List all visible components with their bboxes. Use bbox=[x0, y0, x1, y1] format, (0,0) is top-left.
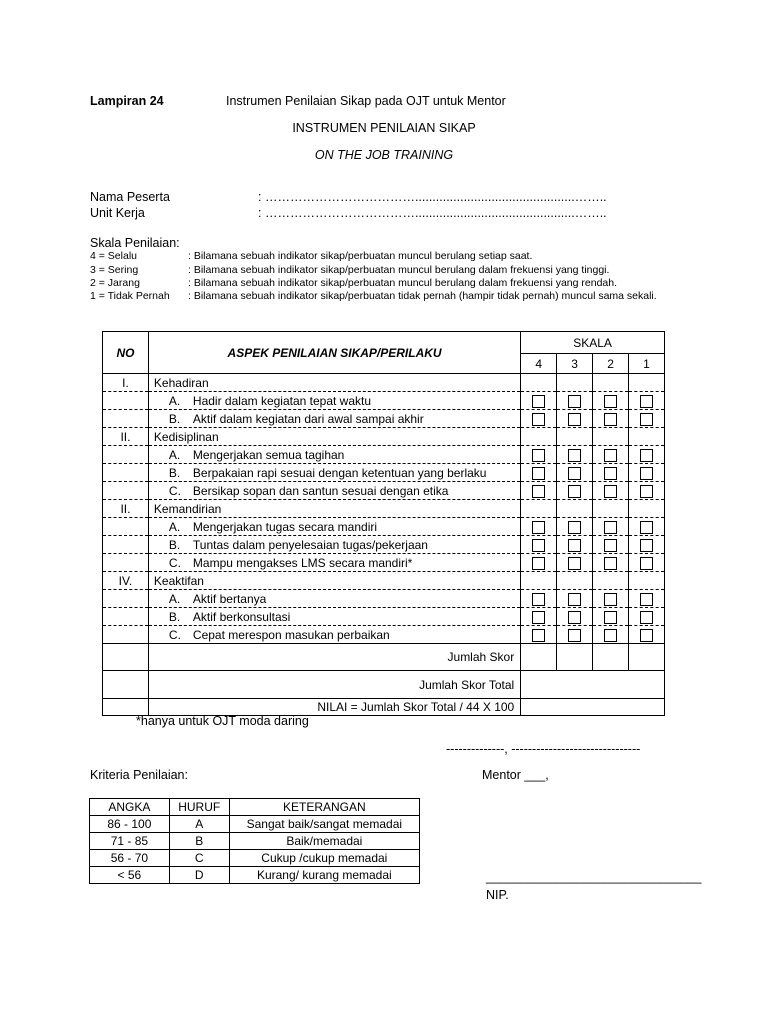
scale-cell-2 bbox=[593, 608, 629, 626]
checkbox-scale-1[interactable] bbox=[640, 413, 653, 426]
skala-title: Skala Penilaian: bbox=[90, 236, 180, 250]
row-category: Keaktifan bbox=[153, 573, 204, 588]
scale-cell-1 bbox=[629, 410, 665, 428]
total-no-cell bbox=[103, 671, 149, 699]
scale-cell-1 bbox=[629, 446, 665, 464]
field-value-unit[interactable]: : ………………………………..............................................…….. bbox=[258, 206, 607, 220]
row-aspek bbox=[148, 428, 520, 446]
table-row bbox=[103, 590, 665, 608]
scale-cell-3 bbox=[557, 626, 593, 644]
checkbox-scale-1[interactable] bbox=[640, 485, 653, 498]
checkbox-scale-1[interactable] bbox=[640, 395, 653, 408]
row-text: Aktif berkonsultasi bbox=[192, 609, 291, 624]
field-label-nama: Nama Peserta bbox=[90, 190, 170, 204]
scale-cell-1 bbox=[629, 572, 665, 590]
checkbox-scale-4[interactable] bbox=[532, 395, 545, 408]
row-aspek bbox=[148, 464, 520, 482]
checkbox-scale-3[interactable] bbox=[568, 629, 581, 642]
scale-cell-2 bbox=[593, 482, 629, 500]
kriteria-cell: 86 - 100 bbox=[90, 816, 170, 833]
jumlah-skor-total-label: Jumlah Skor Total bbox=[148, 671, 520, 699]
checkbox-scale-4[interactable] bbox=[532, 413, 545, 426]
kriteria-header: HURUF bbox=[169, 799, 229, 816]
row-letter: C. bbox=[168, 483, 181, 498]
checkbox-scale-3[interactable] bbox=[568, 521, 581, 534]
row-number bbox=[103, 554, 149, 572]
sum-no-cell bbox=[103, 644, 149, 671]
header-scale-4: 4 bbox=[521, 354, 557, 374]
scale-cell-2 bbox=[593, 464, 629, 482]
scale-cell-3 bbox=[557, 374, 593, 392]
row-number bbox=[103, 410, 149, 428]
scale-cell-3 bbox=[557, 428, 593, 446]
row-text: Cepat merespon masukan perbaikan bbox=[192, 627, 390, 642]
header-scale-2: 2 bbox=[593, 354, 629, 374]
scale-cell-4 bbox=[521, 482, 557, 500]
jumlah-skor-1[interactable] bbox=[629, 644, 665, 671]
row-aspek bbox=[148, 518, 520, 536]
row-text: Mampu mengakses LMS secara mandiri* bbox=[192, 555, 413, 570]
skala-desc: : Bilamana sebuah indikator sikap/perbuatan tidak pernah (hampir tidak pernah) muncul sama sekali. bbox=[188, 290, 657, 302]
checkbox-scale-1[interactable] bbox=[640, 629, 653, 642]
scale-cell-3 bbox=[557, 482, 593, 500]
row-number bbox=[103, 464, 149, 482]
scale-cell-4 bbox=[521, 392, 557, 410]
row-letter: A. bbox=[168, 447, 181, 462]
scale-cell-3 bbox=[557, 392, 593, 410]
header-aspek: ASPEK PENILAIAN SIKAP/PERILAKU bbox=[148, 332, 520, 374]
scale-cell-4 bbox=[521, 554, 557, 572]
table-row bbox=[103, 500, 665, 518]
header-scale-1: 1 bbox=[629, 354, 665, 374]
checkbox-scale-4[interactable] bbox=[532, 629, 545, 642]
nilai-no-cell bbox=[103, 699, 149, 716]
skala-desc: : Bilamana sebuah indikator sikap/perbuatan muncul berulang dalam frekuensi yang tinggi. bbox=[188, 264, 610, 276]
scale-cell-4 bbox=[521, 590, 557, 608]
table-row bbox=[103, 572, 665, 590]
table-row bbox=[103, 464, 665, 482]
checkbox-scale-4[interactable] bbox=[532, 521, 545, 534]
scale-cell-2 bbox=[593, 428, 629, 446]
row-number bbox=[103, 536, 149, 554]
scale-cell-1 bbox=[629, 392, 665, 410]
row-letter: B. bbox=[168, 411, 181, 426]
table-row bbox=[103, 446, 665, 464]
page-title: INSTRUMEN PENILAIAN SIKAP bbox=[292, 121, 476, 135]
checkbox-scale-1[interactable] bbox=[640, 521, 653, 534]
scale-cell-2 bbox=[593, 374, 629, 392]
row-aspek bbox=[148, 554, 520, 572]
row-text: Mengerjakan semua tagihan bbox=[192, 447, 345, 462]
checkbox-scale-3[interactable] bbox=[568, 593, 581, 606]
checkbox-scale-2[interactable] bbox=[604, 467, 617, 480]
row-number bbox=[103, 518, 149, 536]
row-number: II. bbox=[103, 500, 149, 518]
skala-label: 3 = Sering bbox=[90, 264, 139, 276]
checkbox-scale-3[interactable] bbox=[568, 449, 581, 462]
row-aspek bbox=[148, 482, 520, 500]
row-aspek bbox=[148, 626, 520, 644]
header-scale-3: 3 bbox=[557, 354, 593, 374]
kriteria-header: ANGKA bbox=[90, 799, 170, 816]
lampiran-label: Lampiran 24 bbox=[90, 94, 164, 108]
checkbox-scale-2[interactable] bbox=[604, 611, 617, 624]
checkbox-scale-3[interactable] bbox=[568, 413, 581, 426]
row-number: IV. bbox=[103, 572, 149, 590]
row-aspek bbox=[148, 590, 520, 608]
row-aspek bbox=[148, 536, 520, 554]
checkbox-scale-3[interactable] bbox=[568, 467, 581, 480]
checkbox-scale-4[interactable] bbox=[532, 611, 545, 624]
scale-cell-3 bbox=[557, 608, 593, 626]
scale-cell-1 bbox=[629, 554, 665, 572]
row-letter: B. bbox=[168, 609, 181, 624]
scale-cell-2 bbox=[593, 410, 629, 428]
scale-cell-3 bbox=[557, 410, 593, 428]
kriteria-cell: C bbox=[169, 850, 229, 867]
checkbox-scale-4[interactable] bbox=[532, 557, 545, 570]
scale-cell-4 bbox=[521, 518, 557, 536]
scale-cell-1 bbox=[629, 428, 665, 446]
scale-cell-1 bbox=[629, 500, 665, 518]
kriteria-cell: Cukup /cukup memadai bbox=[229, 850, 419, 867]
row-letter: A. bbox=[168, 519, 181, 534]
scale-cell-3 bbox=[557, 590, 593, 608]
row-aspek bbox=[148, 608, 520, 626]
checkbox-scale-2[interactable] bbox=[604, 485, 617, 498]
scale-cell-4 bbox=[521, 536, 557, 554]
checkbox-scale-4[interactable] bbox=[532, 593, 545, 606]
scale-cell-4 bbox=[521, 500, 557, 518]
footnote: *hanya untuk OJT moda daring bbox=[136, 714, 309, 728]
row-number bbox=[103, 392, 149, 410]
checkbox-scale-1[interactable] bbox=[640, 467, 653, 480]
checkbox-scale-2[interactable] bbox=[604, 593, 617, 606]
row-number bbox=[103, 590, 149, 608]
row-number bbox=[103, 626, 149, 644]
kriteria-cell: Baik/memadai bbox=[229, 833, 419, 850]
row-text: Tuntas dalam penyelesaian tugas/pekerjaan bbox=[192, 537, 428, 552]
kriteria-cell: Sangat baik/sangat memadai bbox=[229, 816, 419, 833]
kriteria-cell: 71 - 85 bbox=[90, 833, 170, 850]
scale-cell-2 bbox=[593, 392, 629, 410]
header-no: NO bbox=[103, 332, 149, 374]
checkbox-scale-2[interactable] bbox=[604, 449, 617, 462]
row-category: Kemandirian bbox=[153, 501, 222, 516]
jumlah-skor-3[interactable] bbox=[557, 644, 593, 671]
table-row bbox=[103, 410, 665, 428]
scale-cell-2 bbox=[593, 536, 629, 554]
row-text: Bersikap sopan dan santun sesuai dengan etika bbox=[192, 483, 449, 498]
row-aspek bbox=[148, 500, 520, 518]
row-text: Aktif dalam kegiatan dari awal sampai akhir bbox=[192, 411, 424, 426]
scale-cell-4 bbox=[521, 608, 557, 626]
scale-cell-4 bbox=[521, 410, 557, 428]
page-subtitle: ON THE JOB TRAINING bbox=[314, 148, 454, 162]
kriteria-cell: D bbox=[169, 867, 229, 884]
checkbox-scale-4[interactable] bbox=[532, 539, 545, 552]
table-row bbox=[103, 374, 665, 392]
checkbox-scale-3[interactable] bbox=[568, 539, 581, 552]
kriteria-title: Kriteria Penilaian: bbox=[90, 768, 188, 782]
scale-cell-3 bbox=[557, 536, 593, 554]
scale-cell-2 bbox=[593, 590, 629, 608]
checkbox-scale-4[interactable] bbox=[532, 467, 545, 480]
mentor-label: Mentor ___, bbox=[482, 768, 549, 782]
checkbox-scale-3[interactable] bbox=[568, 395, 581, 408]
kriteria-cell: 56 - 70 bbox=[90, 850, 170, 867]
kriteria-table bbox=[89, 798, 420, 884]
jumlah-skor-4[interactable] bbox=[521, 644, 557, 671]
checkbox-scale-2[interactable] bbox=[604, 629, 617, 642]
jumlah-skor-2[interactable] bbox=[593, 644, 629, 671]
scale-cell-4 bbox=[521, 464, 557, 482]
row-text: Berpakaian rapi sesuai dengan ketentuan yang berlaku bbox=[192, 465, 487, 480]
checkbox-scale-3[interactable] bbox=[568, 611, 581, 624]
row-letter: C. bbox=[168, 627, 181, 642]
table-row bbox=[103, 518, 665, 536]
skala-desc: : Bilamana sebuah indikator sikap/perbuatan muncul berulang dalam frekuensi yang rendah. bbox=[188, 277, 618, 289]
scale-cell-2 bbox=[593, 518, 629, 536]
scale-cell-4 bbox=[521, 428, 557, 446]
checkbox-scale-2[interactable] bbox=[604, 521, 617, 534]
skala-label: 2 = Jarang bbox=[90, 277, 140, 289]
kriteria-cell: B bbox=[169, 833, 229, 850]
row-aspek bbox=[148, 572, 520, 590]
scale-cell-1 bbox=[629, 464, 665, 482]
row-text: Mengerjakan tugas secara mandiri bbox=[192, 519, 378, 534]
row-category: Kedisiplinan bbox=[153, 429, 219, 444]
checkbox-scale-2[interactable] bbox=[604, 557, 617, 570]
row-number: I. bbox=[103, 374, 149, 392]
scale-cell-1 bbox=[629, 482, 665, 500]
scale-cell-1 bbox=[629, 590, 665, 608]
scale-cell-1 bbox=[629, 626, 665, 644]
row-letter: A. bbox=[168, 591, 181, 606]
scale-cell-2 bbox=[593, 446, 629, 464]
row-aspek bbox=[148, 374, 520, 392]
scale-cell-4 bbox=[521, 626, 557, 644]
kriteria-cell: < 56 bbox=[90, 867, 170, 884]
scale-cell-2 bbox=[593, 626, 629, 644]
checkbox-scale-1[interactable] bbox=[640, 557, 653, 570]
nilai-label: NILAI = Jumlah Skor Total / 44 X 100 bbox=[148, 699, 520, 716]
scale-cell-4 bbox=[521, 374, 557, 392]
scale-cell-3 bbox=[557, 500, 593, 518]
table-row bbox=[103, 608, 665, 626]
checkbox-scale-4[interactable] bbox=[532, 485, 545, 498]
scale-cell-3 bbox=[557, 518, 593, 536]
jumlah-skor-label: Jumlah Skor bbox=[148, 644, 520, 671]
kriteria-cell: A bbox=[169, 816, 229, 833]
checkbox-scale-1[interactable] bbox=[640, 611, 653, 624]
nip-label: NIP. bbox=[486, 888, 509, 902]
table-row bbox=[103, 554, 665, 572]
assessment-table bbox=[102, 331, 665, 716]
row-aspek bbox=[148, 410, 520, 428]
row-text: Aktif bertanya bbox=[192, 591, 267, 606]
nilai-value[interactable] bbox=[521, 699, 665, 716]
table-row bbox=[103, 482, 665, 500]
row-letter: A. bbox=[168, 393, 181, 408]
scale-cell-1 bbox=[629, 536, 665, 554]
row-aspek bbox=[148, 446, 520, 464]
scale-cell-1 bbox=[629, 608, 665, 626]
jumlah-skor-total-value[interactable] bbox=[521, 671, 665, 699]
scale-cell-2 bbox=[593, 500, 629, 518]
table-row bbox=[103, 428, 665, 446]
field-value-nama[interactable]: : ………………………………..............................................…….. bbox=[258, 190, 607, 204]
checkbox-scale-1[interactable] bbox=[640, 449, 653, 462]
date-line[interactable]: --------------, ------------------------------- bbox=[446, 742, 641, 756]
kriteria-cell: Kurang/ kurang memadai bbox=[229, 867, 419, 884]
checkbox-scale-2[interactable] bbox=[604, 413, 617, 426]
skala-label: 4 = Selalu bbox=[90, 250, 137, 262]
scale-cell-2 bbox=[593, 572, 629, 590]
scale-cell-4 bbox=[521, 446, 557, 464]
row-aspek bbox=[148, 392, 520, 410]
row-category: Kehadiran bbox=[153, 375, 209, 390]
checkbox-scale-3[interactable] bbox=[568, 557, 581, 570]
header-skala: SKALA bbox=[521, 332, 665, 354]
checkbox-scale-1[interactable] bbox=[640, 539, 653, 552]
scale-cell-4 bbox=[521, 572, 557, 590]
row-number: II. bbox=[103, 428, 149, 446]
row-number bbox=[103, 482, 149, 500]
instrument-title: Instrumen Penilaian Sikap pada OJT untuk Mentor bbox=[226, 94, 506, 108]
checkbox-scale-3[interactable] bbox=[568, 485, 581, 498]
scale-cell-1 bbox=[629, 374, 665, 392]
row-letter: B. bbox=[168, 537, 181, 552]
field-label-unit: Unit Kerja bbox=[90, 206, 145, 220]
row-number bbox=[103, 446, 149, 464]
checkbox-scale-4[interactable] bbox=[532, 449, 545, 462]
skala-label: 1 = Tidak Pernah bbox=[90, 290, 170, 302]
scale-cell-3 bbox=[557, 554, 593, 572]
checkbox-scale-2[interactable] bbox=[604, 539, 617, 552]
row-letter: B. bbox=[168, 465, 181, 480]
scale-cell-3 bbox=[557, 572, 593, 590]
kriteria-header: KETERANGAN bbox=[229, 799, 419, 816]
scale-cell-3 bbox=[557, 446, 593, 464]
row-number bbox=[103, 608, 149, 626]
scale-cell-3 bbox=[557, 464, 593, 482]
row-letter: C. bbox=[168, 555, 181, 570]
checkbox-scale-1[interactable] bbox=[640, 593, 653, 606]
table-row bbox=[103, 392, 665, 410]
signature-line[interactable]: _______________________________ bbox=[486, 870, 702, 884]
table-row bbox=[103, 536, 665, 554]
table-row bbox=[103, 626, 665, 644]
scale-cell-1 bbox=[629, 518, 665, 536]
checkbox-scale-2[interactable] bbox=[604, 395, 617, 408]
skala-desc: : Bilamana sebuah indikator sikap/perbuatan muncul berulang setiap saat. bbox=[188, 250, 533, 262]
row-text: Hadir dalam kegiatan tepat waktu bbox=[192, 393, 372, 408]
scale-cell-2 bbox=[593, 554, 629, 572]
